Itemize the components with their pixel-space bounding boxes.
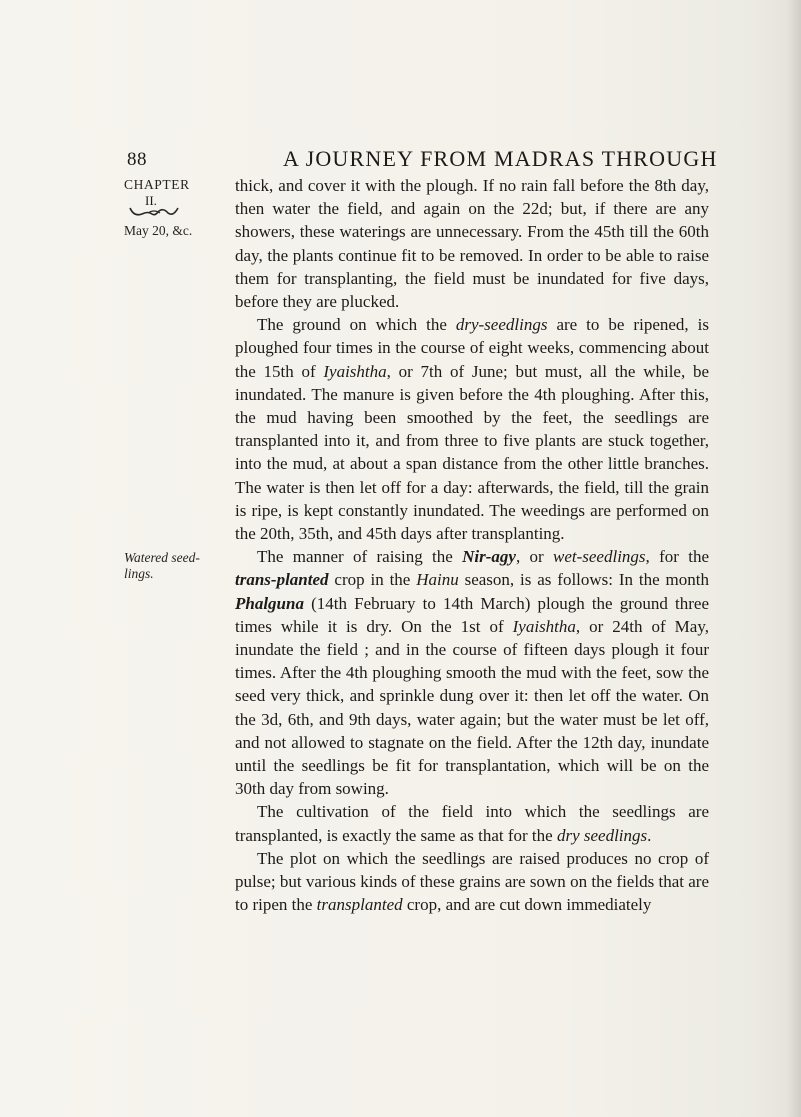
running-head: A JOURNEY FROM MADRAS THROUGH: [283, 146, 718, 171]
paragraph-3: The manner of raising the Nir-agy, or wet-seedlings, for the trans-planted crop in the Hainu season, is as follows: In the month Phalguna (14th February to 14th March) plough the ground three times while it is dry. On the 1st of Iyaishtha, or 24th of May, inundate the field ; and in the course of fifteen days plough it four times. After the 4th ploughing smooth the mud with the feet, sow the seed very thick, and sprinkle dung over it: then let off the water. On the 3d, 6th, and 9th days, water again; but the water must be let off, and not allowed to stagnate on the field. After the 12th day, inundate until the seedlings be fit for transplantation, which will be on the 30th day from sowing.: [235, 547, 709, 799]
body-text: [235, 174, 709, 917]
term-iyaishtha-2: Iyaishtha: [512, 616, 576, 636]
term-dry-seedlings: dry-seedlings: [455, 315, 548, 335]
chapter-number: II.: [145, 193, 157, 208]
term-transplanted: trans-planted: [235, 570, 329, 590]
margin-watered-seedlings: [124, 550, 214, 582]
paragraph-5: The plot on which the seedlings are raised produces no crop of pulse; but various kinds of these grains are sown on the fields that are to ripen the transplanted crop, and are cut down immediately: [235, 848, 709, 915]
page-edge-shadow: [787, 0, 801, 1117]
margin-watered-line1: Watered seed-: [124, 550, 200, 565]
paragraph-2: The ground on which the dry-seedlings are to be ripened, is ploughed four times in the course of eight weeks, commencing about the 15th of Iyaishtha, or 7th of June; but must, all the while, be inundated. The manure is given before the 4th ploughing. After this, the mud having been smoothed by the feet, the seedlings are transplanted into it, and from three to five plants are stuck together, into the mud, at about a span distance from the other little branches. The water is then let off for a day: afterwards, the field, till the grain is ripe, is kept constantly inundated. The weedings are performed on the 20th, 35th, and 45th days after transplanting.: [235, 315, 709, 544]
chapter-label: CHAPTER: [124, 177, 190, 192]
term-dry-seedlings-2: dry seedlings: [556, 825, 648, 845]
term-phalguna: Phalguna: [235, 593, 304, 613]
term-nir-agy: Nir-agy: [462, 547, 516, 567]
term-transplanted-2: transplanted: [316, 895, 403, 915]
margin-watered-line2: lings.: [124, 566, 154, 581]
paragraph-4: The cultivation of the field into which the seedlings are transplanted, is exactly the same as that for the dry seedlings.: [235, 802, 709, 845]
term-hainu: Hainu: [416, 570, 459, 590]
margin-date: May 20, &c.: [124, 223, 193, 238]
page-number: 88: [127, 149, 147, 170]
paragraph-1: thick, and cover it with the plough. If no rain fall before the 8th day, then water the field, and again on the 22d; but, if there are any showers, these waterings are unnecessary. From the 45th till the 60th day, the plants continue fit to be removed. In order to be able to raise them for transplanting, the field must be inundated for five days, before they are plucked.: [235, 176, 709, 312]
chapter-flourish-icon: [128, 205, 180, 219]
term-wet-seedlings: wet-seedlings: [553, 547, 646, 567]
term-iyaishtha: Iyaishtha: [323, 361, 387, 381]
